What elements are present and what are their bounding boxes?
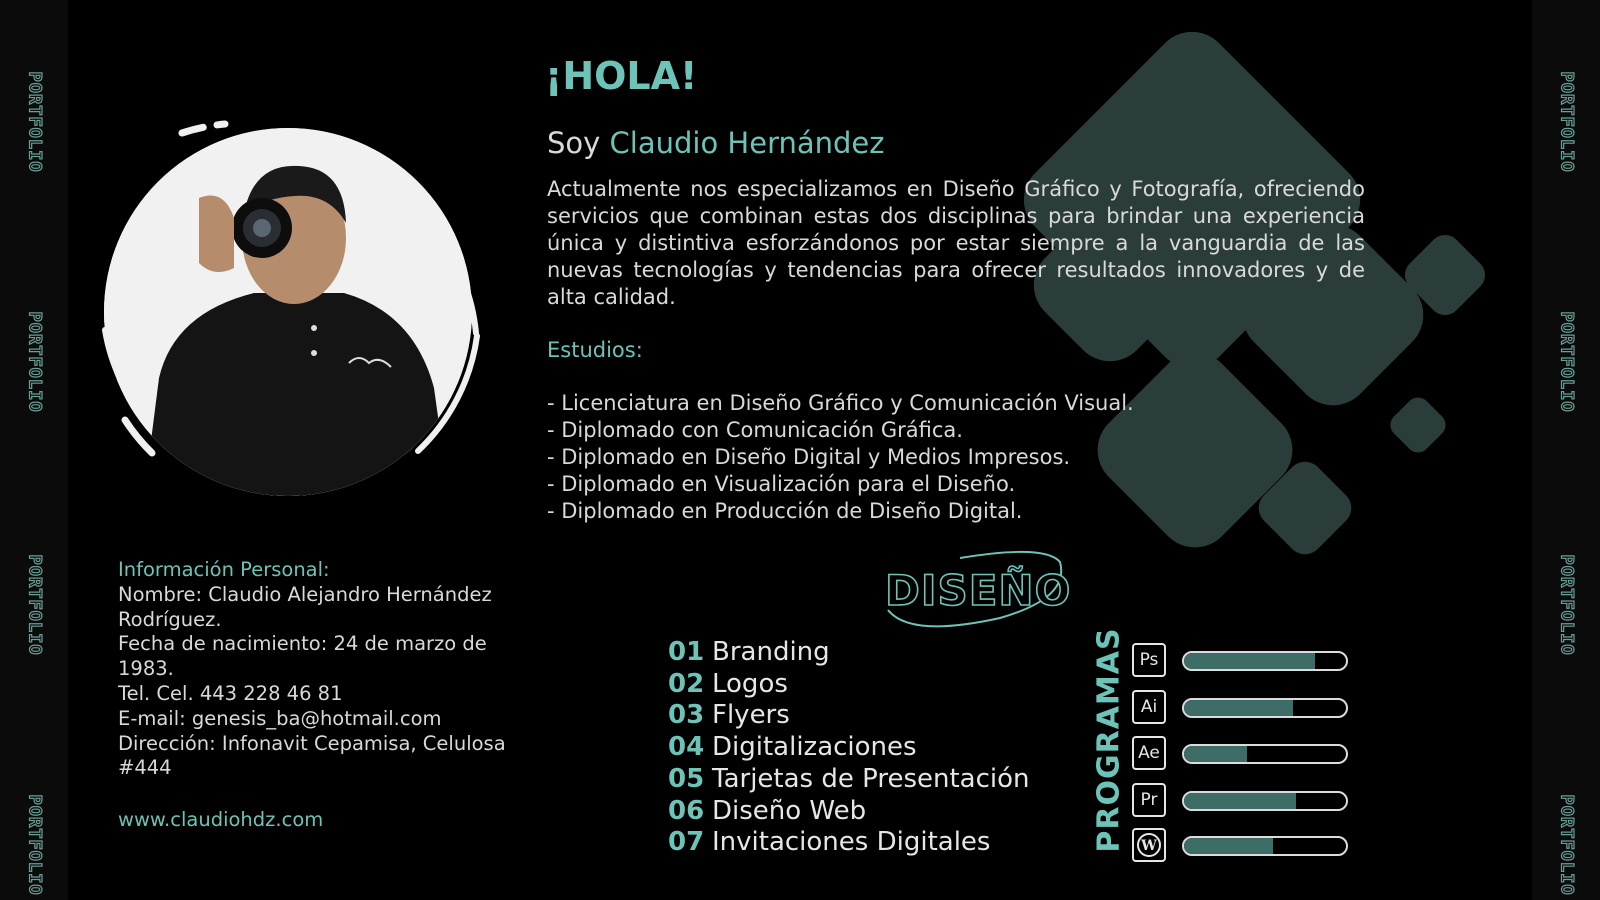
portfolio-side-label: PORTFOLIO (24, 554, 45, 656)
study-item: - Diplomado en Visualización para el Diseño. (547, 472, 1016, 496)
personal-phone: Tel. Cel. 443 228 46 81 (118, 681, 343, 705)
about-description: Actualmente nos especializamos en Diseño Gráfico y Fotografía, ofreciendo servicios que combinan estas dos disciplinas para brindar una experiencia única y distintiva esforzándonos por estar siempre a la vanguardia de las nuevas tecnologías y tendencias para ofrecer resultados innovadores y de alta calidad. (547, 177, 1365, 309)
skill-bar (1182, 836, 1348, 856)
skill-bar-fill (1184, 746, 1247, 762)
portfolio-side-label: PORTFOLIO (24, 71, 45, 173)
service-item (668, 764, 1030, 796)
skill-bar-fill (1184, 838, 1273, 854)
service-item (668, 827, 1030, 859)
profile-photo (104, 128, 472, 496)
portfolio-side-label: PORTFOLIO (1556, 71, 1577, 173)
studies-list (547, 390, 1134, 525)
service-item (668, 796, 1030, 828)
skill-bar-fill (1184, 793, 1296, 809)
service-label: Tarjetas de Presentación (712, 763, 1030, 794)
service-item (668, 637, 1030, 669)
owner-name: Claudio Hernández (609, 126, 885, 160)
skill-bar-fill (1184, 700, 1293, 716)
service-label: Logos (712, 668, 788, 699)
portfolio-side-label: PORTFOLIO (24, 311, 45, 413)
skill-bar (1182, 698, 1348, 718)
study-item: - Licenciatura en Diseño Gráfico y Comunicación Visual. (547, 391, 1134, 415)
right-side-strip (1532, 0, 1600, 900)
service-number: 06 (668, 795, 705, 826)
portfolio-side-label: PORTFOLIO (1556, 554, 1577, 656)
service-number: 01 (668, 637, 705, 667)
study-item: - Diplomado en Diseño Digital y Medios Impresos. (547, 445, 1071, 469)
personal-address: Dirección: Infonavit Cepamisa, Celulosa #444 (118, 731, 506, 780)
program-row (1132, 828, 1352, 862)
service-item (668, 669, 1030, 701)
service-number: 04 (668, 732, 705, 763)
website-link[interactable]: www.claudiohdz.com (118, 808, 324, 831)
service-number: 02 (668, 668, 705, 699)
intro-prefix: Soy (547, 126, 610, 160)
services-list (668, 637, 1030, 859)
wordpress-letter: W (1141, 838, 1157, 854)
study-item: - Diplomado con Comunicación Gráfica. (547, 418, 963, 442)
personal-email: E-mail: genesis_ba@hotmail.com (118, 706, 442, 730)
personal-info (118, 558, 528, 781)
service-label: Flyers (712, 700, 790, 731)
illustrator-icon: Ai (1132, 690, 1166, 724)
photoshop-icon: Ps (1132, 643, 1166, 677)
service-label: Digitalizaciones (712, 732, 917, 763)
intro-heading (547, 126, 884, 160)
service-label: Invitaciones Digitales (712, 827, 991, 858)
program-row (1132, 643, 1352, 677)
program-row (1132, 736, 1352, 770)
service-label: Branding (712, 637, 830, 667)
wordpress-icon (1132, 828, 1166, 862)
skill-bar (1182, 744, 1348, 764)
program-row (1132, 690, 1352, 724)
service-number: 03 (668, 700, 705, 731)
greeting-heading: ¡HOLA! (545, 54, 698, 98)
personal-name: Nombre: Claudio Alejandro Hernández Rodríguez. (118, 582, 492, 631)
after-effects-icon: Ae (1132, 736, 1166, 770)
programs-title: PROGRAMAS (1091, 627, 1127, 853)
skill-bar (1182, 791, 1348, 811)
service-label: Diseño Web (712, 795, 867, 826)
service-item (668, 732, 1030, 764)
design-logo-text: DISEÑO (885, 566, 1072, 615)
portfolio-side-label: PORTFOLIO (1556, 311, 1577, 413)
service-number: 07 (668, 827, 705, 858)
service-item (668, 700, 1030, 732)
skill-bar (1182, 651, 1348, 671)
skill-bar-fill (1184, 653, 1315, 669)
portfolio-side-label: PORTFOLIO (1556, 794, 1577, 896)
studies-title: Estudios: (547, 338, 643, 362)
left-side-strip (0, 0, 68, 900)
decorative-diamond (1385, 392, 1450, 457)
personal-birth: Fecha de nacimiento: 24 de marzo de 1983. (118, 632, 487, 681)
study-item: - Diplomado en Producción de Diseño Digital. (547, 499, 1023, 523)
service-number: 05 (668, 763, 705, 794)
program-row (1132, 783, 1352, 817)
personal-info-title: Información Personal: (118, 558, 330, 581)
portfolio-side-label: PORTFOLIO (24, 794, 45, 896)
premiere-icon: Pr (1132, 783, 1166, 817)
